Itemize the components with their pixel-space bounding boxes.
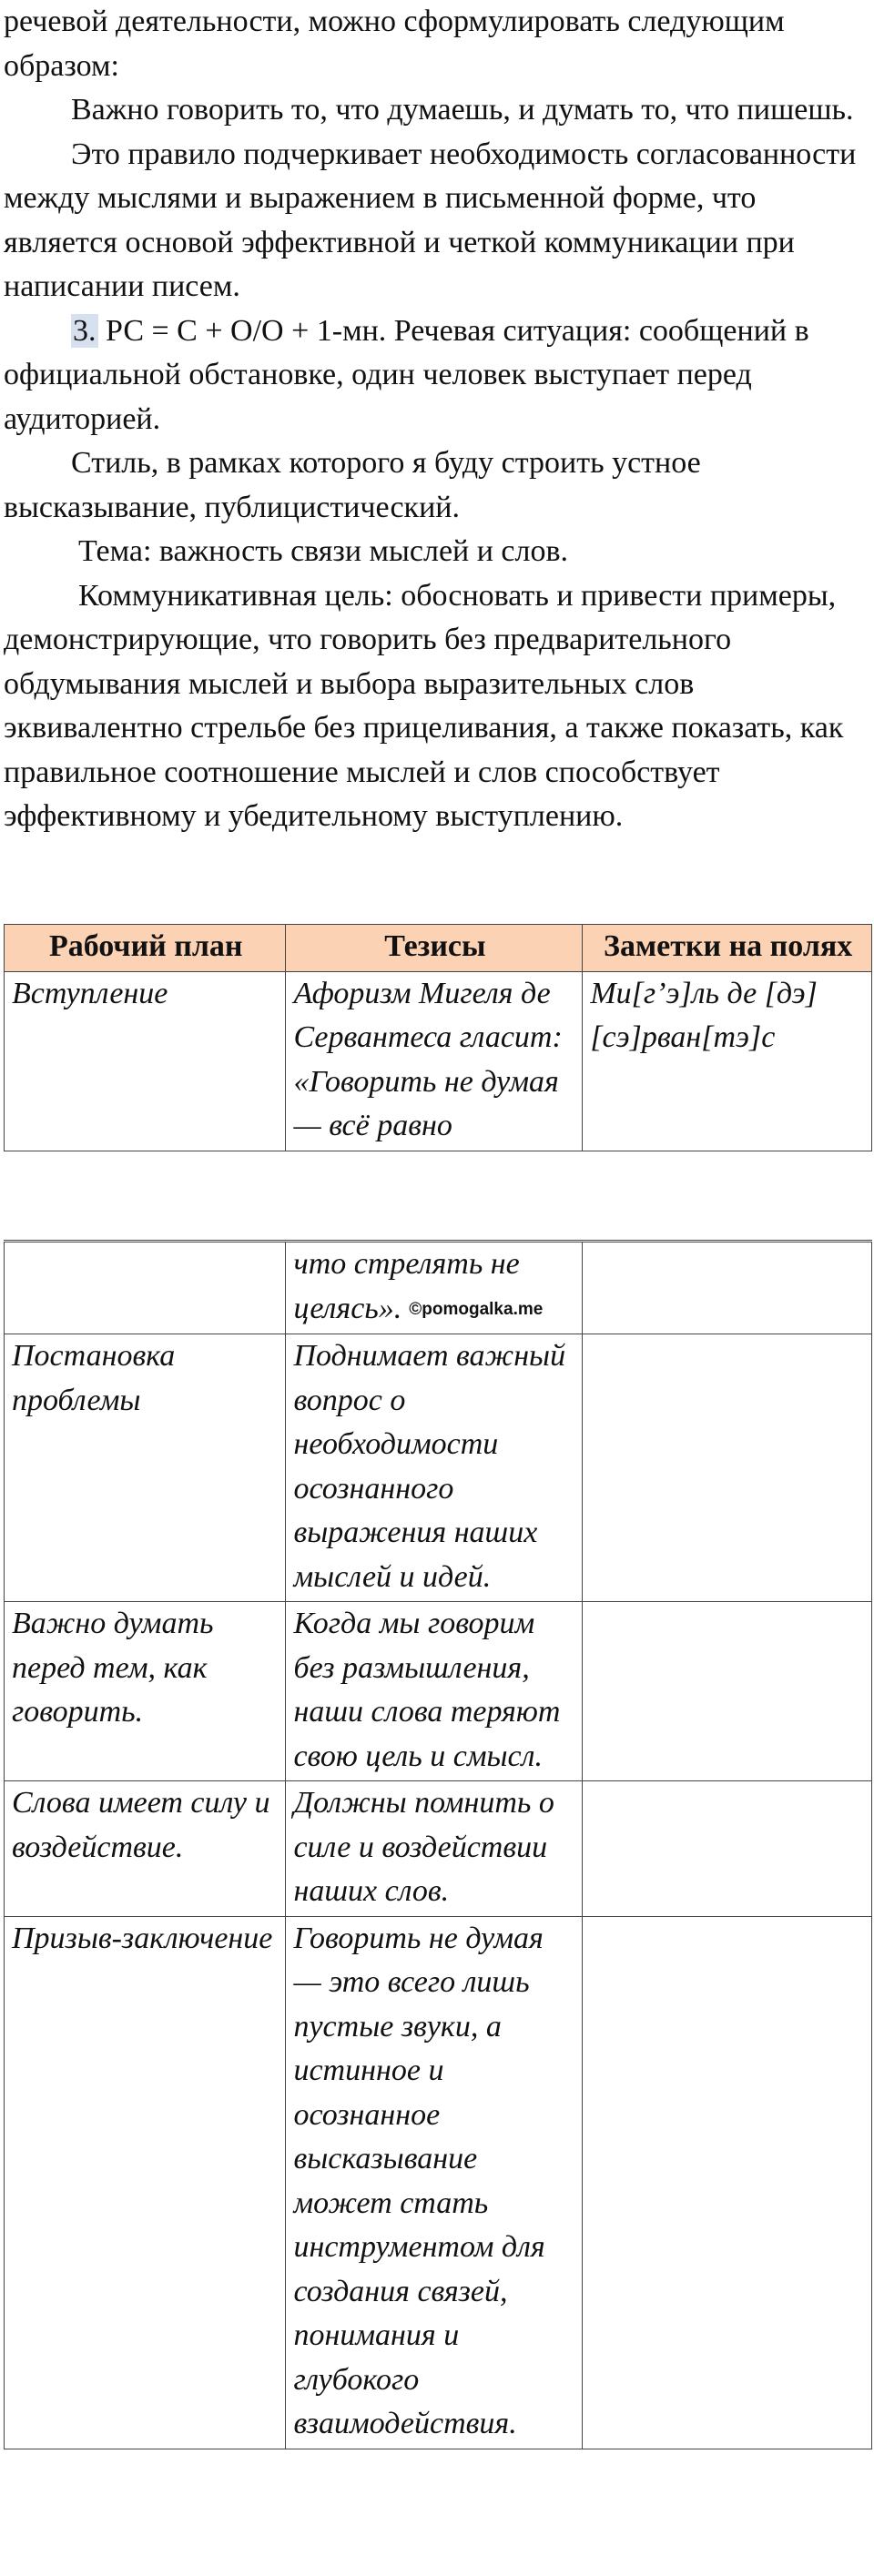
cell-plan xyxy=(5,1242,286,1334)
paragraph-goal: Коммуникативная цель: обосновать и привести примеры, демонстрирующие, что говорить без предварительного обдумывания мыслей и выбора выразительных слов эквивалентно стрельбе без прицеливания, а также показать, как правильное соотношение мыслей и слов способствует эффективному и убедительному выступлению. xyxy=(4,578,844,833)
cell-plan: Постановка проблемы xyxy=(5,1334,286,1602)
paragraph-style: Стиль, в рамках которого я буду строить устное высказывание, публицистический. xyxy=(4,446,701,524)
cell-thesis-text: что стрелять не целясь». xyxy=(293,1247,520,1325)
header-plan: Рабочий план xyxy=(5,925,286,972)
cell-notes xyxy=(583,1916,872,2449)
paragraph-intro: речевой деятельности, можно сформулировать следующим образом: xyxy=(4,5,785,83)
cell-thesis xyxy=(286,1242,583,1334)
table-row xyxy=(5,1602,872,1781)
cell-notes xyxy=(583,1781,872,1917)
paragraph-rule: Важно говорить то, что думаешь, и думать то, что пишешь. xyxy=(71,93,854,127)
table-row xyxy=(5,971,872,1151)
cell-notes xyxy=(583,1242,872,1334)
item-number: 3. xyxy=(73,313,97,348)
cell-plan: Слова имеет силу и воздействие. xyxy=(5,1781,286,1917)
table-row xyxy=(5,1916,872,2449)
cell-thesis: Когда мы говорим без размышления, наши слова теряют свою цель и смысл. xyxy=(286,1602,583,1781)
header-theses: Тезисы xyxy=(286,925,583,972)
cell-thesis: Поднимает важный вопрос о необходимости осознанного выражения наших мыслей и идей. xyxy=(286,1334,583,1602)
document-text xyxy=(0,0,874,839)
header-notes: Заметки на полях xyxy=(583,925,872,972)
watermark: ©pomogalka.me xyxy=(409,1299,544,1319)
plan-table-continued xyxy=(4,1240,872,2449)
paragraph-item-3 xyxy=(4,309,867,442)
cell-thesis: Афоризм Мигеля де Сервантеса гласит: «Говорить не думая — всё равно xyxy=(286,971,583,1151)
cell-thesis: Говорить не думая — это всего лишь пустые звуки, а истинное и осознанное высказывание может стать инструментом для создания связей, понимания и глубокого взаимодействия. xyxy=(286,1916,583,2449)
item-3-text: РС = С + О/О + 1-мн. Речевая ситуация: сообщений в официальной обстановке, один человек выступает перед аудиторией. xyxy=(4,313,809,436)
table-row xyxy=(5,1242,872,1334)
table-row xyxy=(5,1781,872,1917)
cell-notes: Ми[г’э]ль де [дэ] [сэ]рван[тэ]с xyxy=(583,971,872,1151)
cell-notes xyxy=(583,1334,872,1602)
cell-plan: Призыв-заключение xyxy=(5,1916,286,2449)
table-header-row xyxy=(5,925,872,972)
table-row xyxy=(5,1334,872,1602)
paragraph-theme: Тема: важность связи мыслей и слов. xyxy=(78,534,569,568)
paragraph-explanation: Это правило подчеркивает необходимость согласованности между мыслями и выражением в письменной форме, что является основой эффективной и четкой коммуникации при написании писем. xyxy=(4,137,857,303)
cell-plan: Вступление xyxy=(5,971,286,1151)
plan-table xyxy=(4,924,872,1151)
cell-thesis: Должны помнить о силе и воздействии наших слов. xyxy=(286,1781,583,1917)
cell-plan: Важно думать перед тем, как говорить. xyxy=(5,1602,286,1781)
cell-notes xyxy=(583,1602,872,1781)
